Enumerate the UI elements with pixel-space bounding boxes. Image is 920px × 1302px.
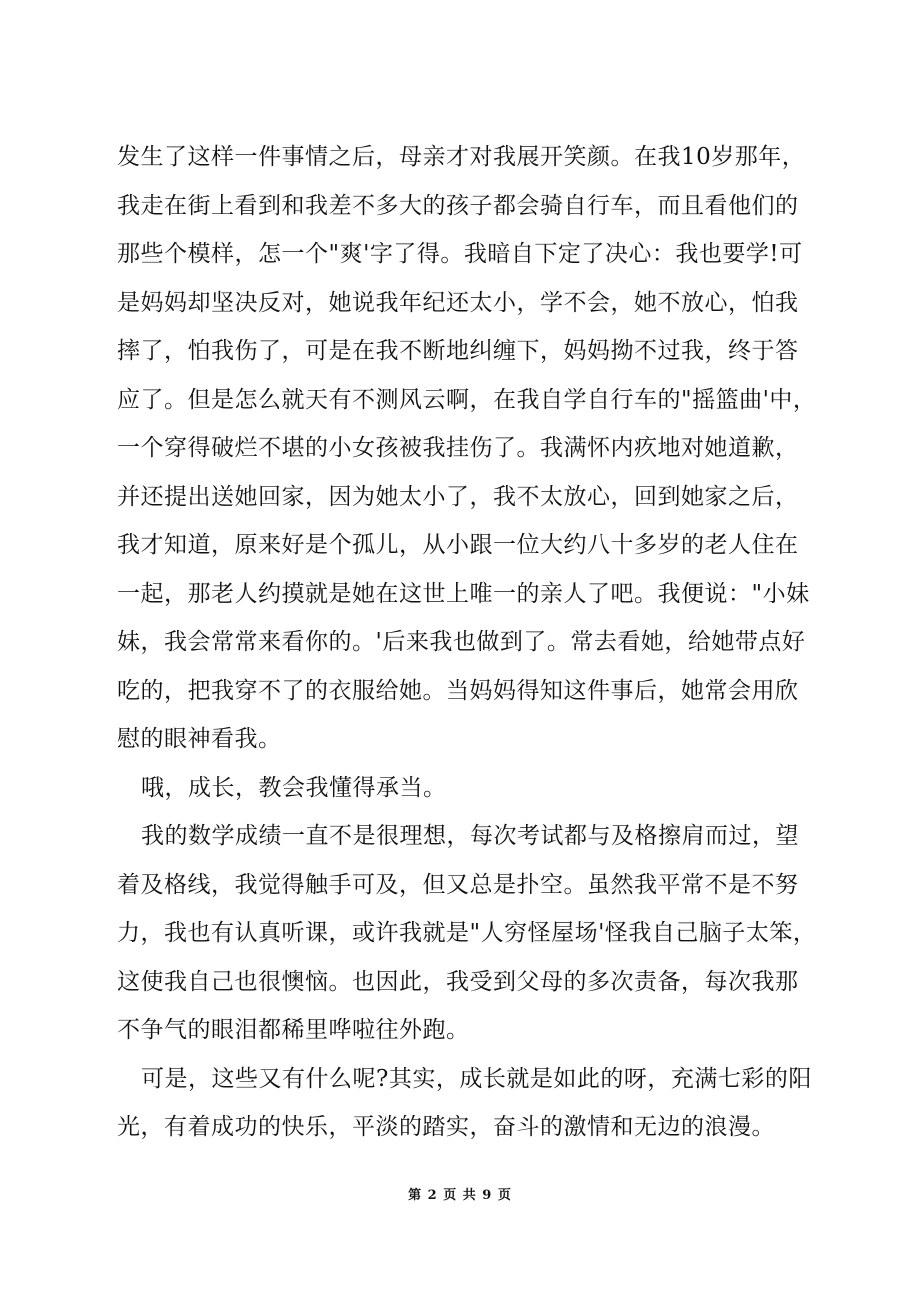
paragraph-conclusion: 可是，这些又有什么呢?其实，成长就是如此的呀，充满七彩的阳光，有着成功的快乐，平淡的踏实，奋斗的激情和无边的浪漫。 [117, 1065, 812, 1140]
paragraph-story: 发生了这样一件事情之后，母亲才对我展开笑颜。在我10岁那年，我走在街上看到和我差不多大的孩子都会骑自行车，而且看他们的那些个模样，怎一个"爽'字了得。我暗自下定了决心：我也要学!可是妈妈却坚决反对，她说我年纪还太小，学不会，她不放心，怕我摔了，怕我伤了，可是在我不断地纠缠下，妈妈拗不过我，终于答应了。但是怎么就天有不测风云啊，在我自学自行车的"摇篮曲'中，一个穿得破烂不堪的小女孩被我挂伤了。我满怀内疚地对她道歉，并还提出送她回家，因为她太小了，我不太放心，回到她家之后，我才知道，原来好是个孤儿，从小跟一位大约八十多岁的老人住在一起，那老人约摸就是她在这世上唯一的亲人了吧。我便说："小妹妹，我会常常来看你的。'后来我也做到了。常去看她，给她带点好吃的，把我穿不了的衣服给她。当妈妈得知这件事后，她常会用欣慰的眼神看我。 [117, 144, 817, 752]
paragraph-math: 我的数学成绩一直不是很理想，每次考试都与及格擦肩而过，望着及格线，我觉得触手可及，但又总是扑空。虽然我平常不是不努力，我也有认真听课，或许我就是"人穷怪屋场'怪我自己脑子太笨，这使我自己也很懊恼。也因此，我受到父母的多次责备，每次我那不争气的眼泪都稀里哗啦往外跑。 [117, 823, 817, 1043]
document-body [117, 133, 817, 1152]
page-number-footer: 第 2 页 共 9 页 [408, 1188, 512, 1203]
paragraph-exclamation: 哦，成长，教会我懂得承当。 [141, 774, 447, 801]
